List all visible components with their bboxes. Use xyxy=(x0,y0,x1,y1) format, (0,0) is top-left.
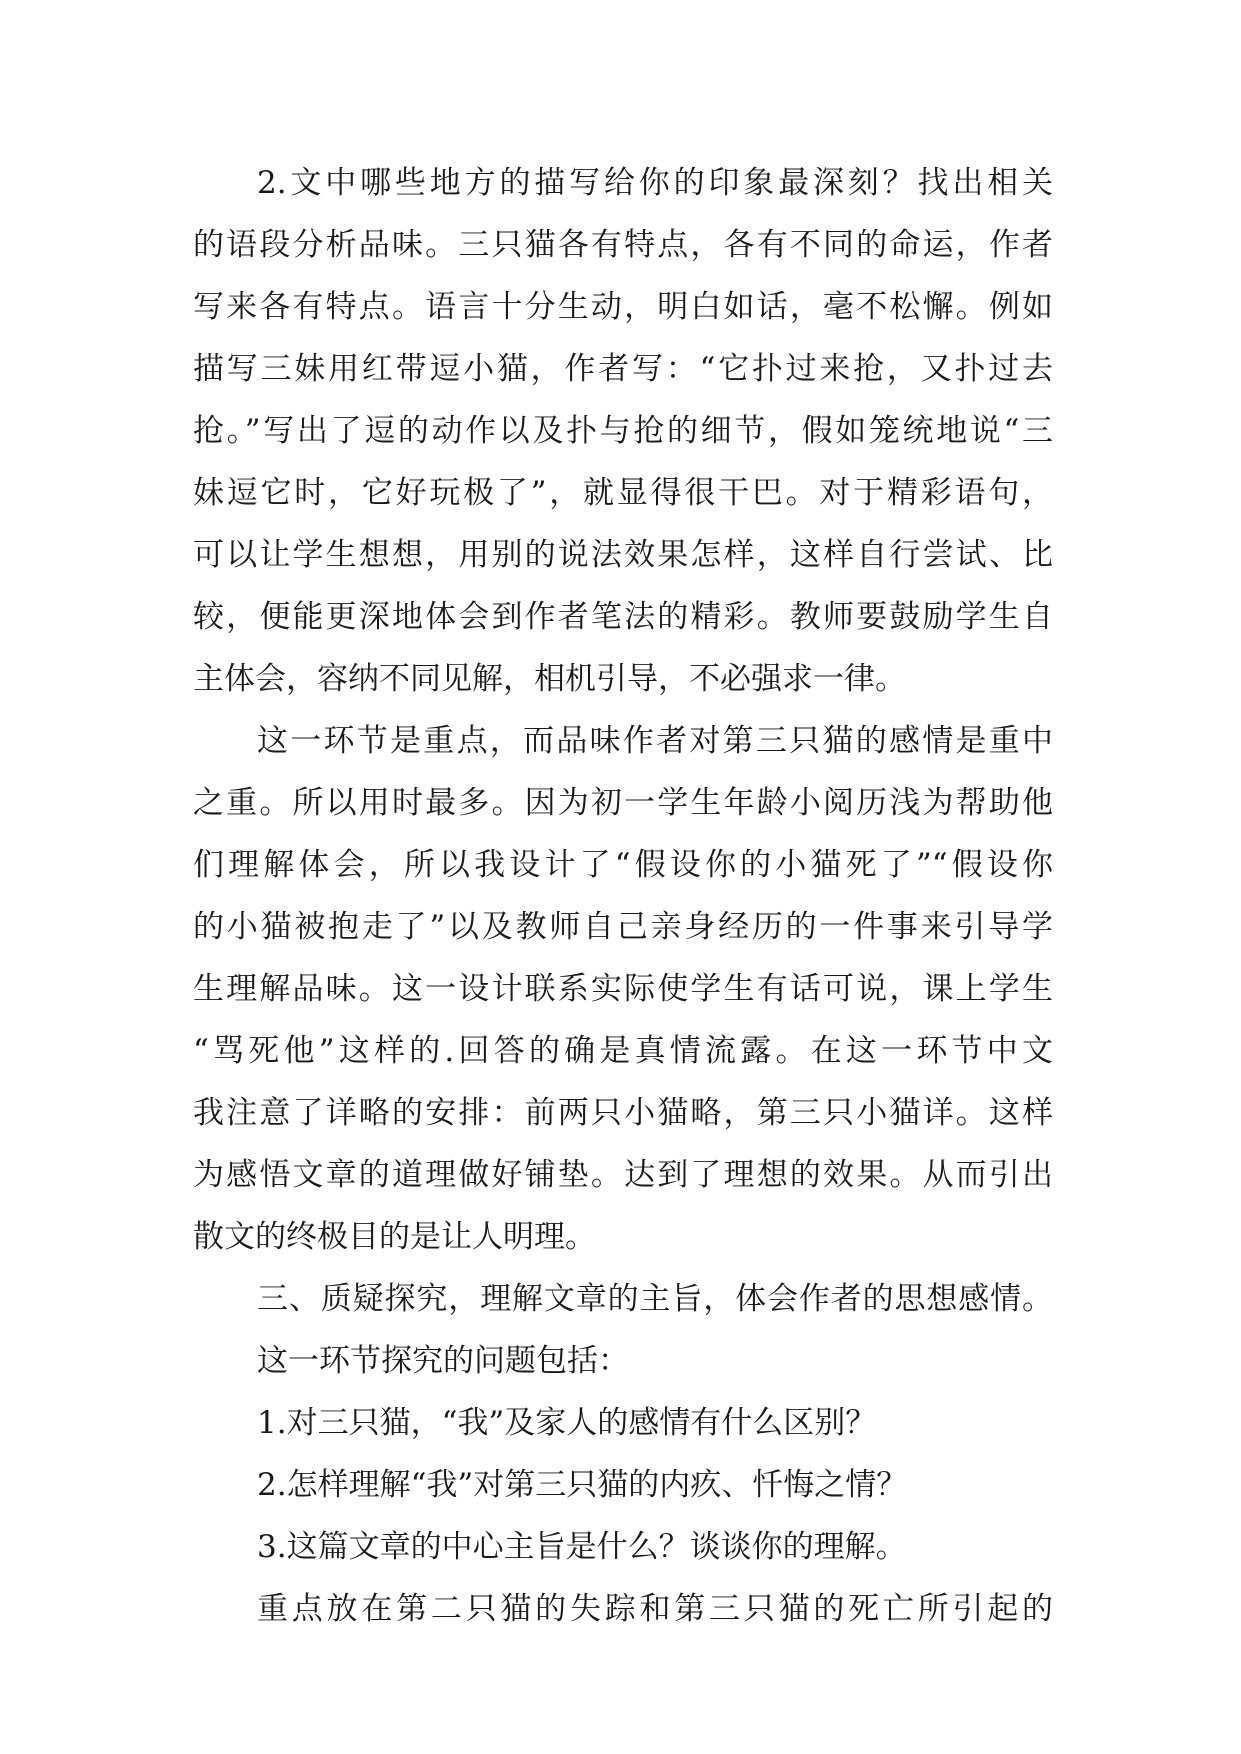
paragraph-line: 们理解体会，所以我设计了“假设你的小猫死了”“假设你 xyxy=(193,847,1053,883)
paragraph-line: 这一环节是重点，而品味作者对第三只猫的感情是重中 xyxy=(257,723,1053,759)
paragraph-line: 散文的终极目的是让人明理。 xyxy=(193,1219,596,1255)
paragraph-line: 2.文中哪些地方的描写给你的印象最深刻？找出相关 xyxy=(257,165,1053,201)
paragraph-line: 的小猫被抱走了”以及教师自己亲身经历的一件事来引导学 xyxy=(193,909,1053,945)
section-heading: 三、质疑探究，理解文章的主旨，体会作者的思想感情。 xyxy=(257,1281,1053,1317)
paragraph-line: 主体会，容纳不同见解，相机引导，不必强求一律。 xyxy=(193,661,906,697)
paragraph-line: 写来各有特点。语言十分生动，明白如话，毫不松懈。例如 xyxy=(193,289,1053,325)
paragraph-line: “骂死他”这样的.回答的确是真情流露。在这一环节中文 xyxy=(193,1033,1053,1069)
question-item: 2.怎样理解“我”对第三只猫的内疚、忏悔之情？ xyxy=(257,1467,908,1503)
paragraph-line: 之重。所以用时最多。因为初一学生年龄小阅历浅为帮助他 xyxy=(193,785,1053,821)
paragraph-line: 这一环节探究的问题包括： xyxy=(257,1343,629,1379)
paragraph-line: 较，便能更深地体会到作者笔法的精彩。教师要鼓励学生自 xyxy=(193,599,1053,635)
paragraph-line: 的语段分析品味。三只猫各有特点，各有不同的命运，作者 xyxy=(193,227,1053,263)
paragraph-line: 为感悟文章的道理做好铺垫。达到了理想的效果。从而引出 xyxy=(193,1157,1053,1193)
paragraph-line: 重点放在第二只猫的失踪和第三只猫的死亡所引起的 xyxy=(257,1591,1053,1627)
question-item: 3.这篇文章的中心主旨是什么？谈谈你的理解。 xyxy=(257,1529,907,1565)
paragraph-line: 妹逗它时，它好玩极了”，就显得很干巴。对于精彩语句， xyxy=(193,475,1053,511)
paragraph-line: 生理解品味。这一设计联系实际使学生有话可说，课上学生 xyxy=(193,971,1053,1007)
paragraph-line: 可以让学生想想，用别的说法效果怎样，这样自行尝试、比 xyxy=(193,537,1053,573)
paragraph-line: 我注意了详略的安排：前两只小猫略，第三只小猫详。这样 xyxy=(193,1095,1053,1131)
question-item: 1.对三只猫，“我”及家人的感情有什么区别？ xyxy=(257,1405,877,1441)
paragraph-line: 描写三妹用红带逗小猫，作者写：“它扑过来抢，又扑过去 xyxy=(193,351,1053,387)
paragraph-line: 抢。”写出了逗的动作以及扑与抢的细节，假如笼统地说“三 xyxy=(193,413,1053,449)
